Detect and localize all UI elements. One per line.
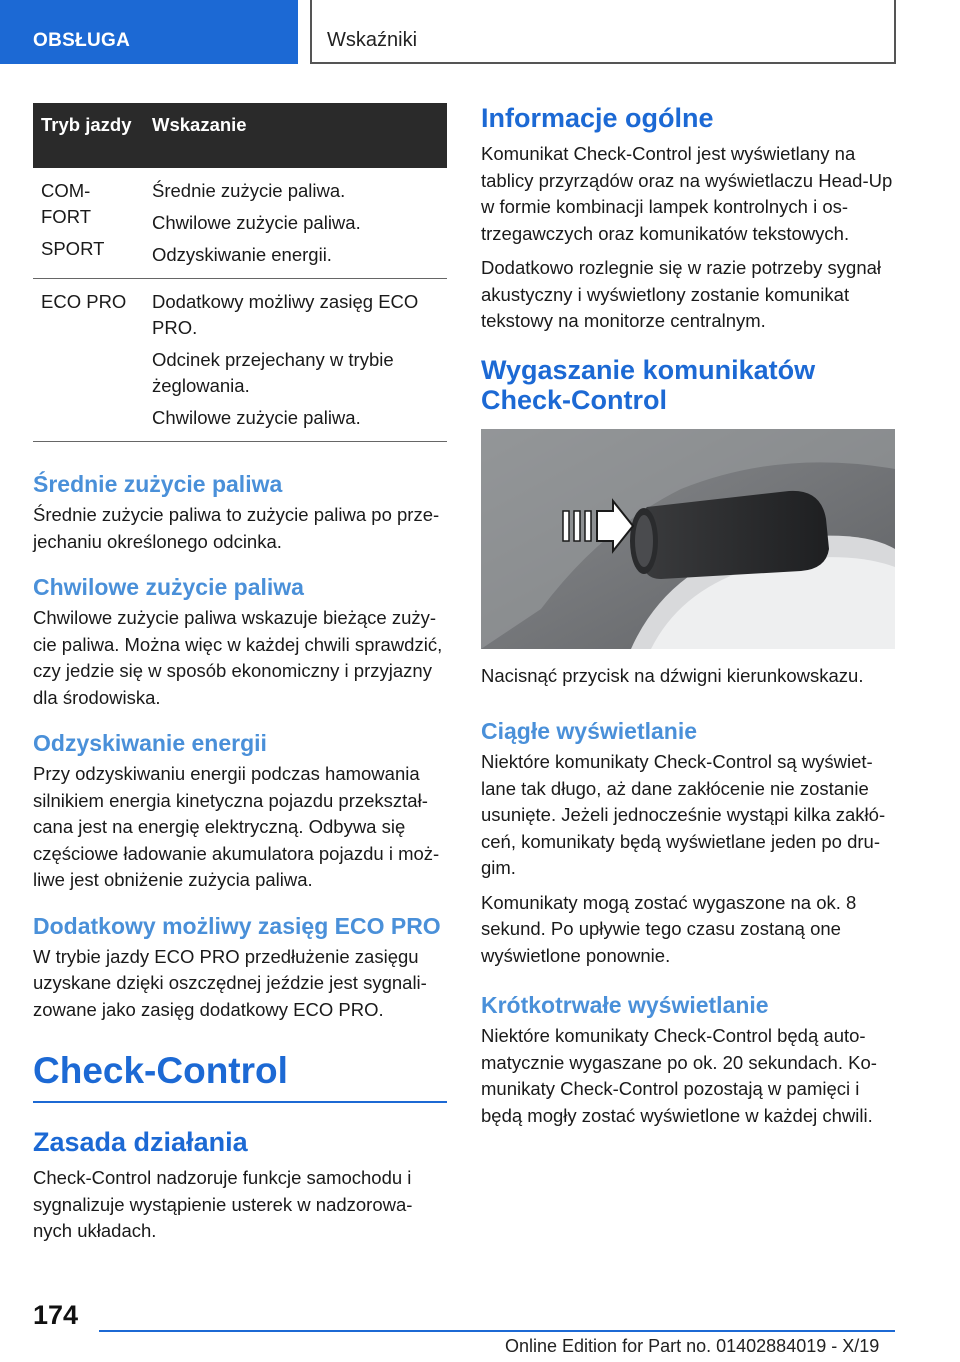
section-heading: Chwilowe zużycie paliwa: [33, 574, 304, 600]
table-header-display: Wskazanie: [144, 103, 447, 168]
section-heading: Średnie zużycie paliwa: [33, 471, 283, 497]
section-text: Dodatkowo rozlegnie się w razie potrzeby sygnał akustyczny i wyświetlony zostanie komunikat tekstowy na monitorze centralnym.: [481, 257, 882, 331]
section-heading: Ciągłe wyświetlanie: [481, 718, 698, 744]
mode-sport: SPORT: [41, 238, 105, 259]
right-column: [481, 103, 895, 1137]
table-header-mode: Tryb jazdy: [33, 103, 144, 168]
section-current-consumption: [33, 573, 447, 711]
section-principle: [33, 1127, 447, 1245]
display-item: Chwilowe zużycie paliwa.: [152, 212, 361, 233]
figure-caption: Nacisnąć przycisk na dźwigni kierunkowskazu.: [481, 664, 864, 686]
section-heading: Dodatkowy możliwy zasięg ECO PRO: [33, 912, 441, 939]
chapter-check-control: [33, 1049, 447, 1103]
section-text: Średnie zużycie paliwa to zużycie paliwa po prze-jechaniu określonego odcinka.: [33, 504, 440, 552]
section-short-display: [481, 991, 895, 1129]
turn-signal-lever-illustration: [481, 429, 895, 649]
display-item: Chwilowe zużycie paliwa.: [152, 407, 361, 428]
section-heading: Informacje ogólne: [481, 103, 714, 133]
table-row: [33, 168, 447, 279]
section-heading: Krótkotrwałe wyświetlanie: [481, 992, 769, 1018]
section-tab[interactable]: OBSŁUGA: [0, 0, 298, 64]
section-heading: Zasada działania: [33, 1127, 248, 1157]
section-text: Komunikaty mogą zostać wygaszone na ok. 8 sekund. Po upływie tego czasu zostaną one wyświetlone ponownie.: [481, 891, 857, 966]
section-energy-recovery: [33, 729, 447, 894]
footer-edition: Online Edition for Part no. 01402884019 - X/19: [505, 1336, 880, 1356]
page-number: 174: [33, 1300, 79, 1330]
driving-mode-table: [33, 103, 447, 442]
mode-eco-pro: ECO PRO: [41, 291, 127, 312]
lever-photo: [481, 429, 895, 649]
page-header-title: Wskaźniki: [310, 0, 896, 64]
chapter-title: Check-Control: [33, 1049, 447, 1103]
display-item: Odzyskiwanie energii.: [152, 244, 332, 265]
section-heading: Odzyskiwanie energii: [33, 730, 267, 756]
section-text: Check-Control nadzoruje funkcje samochodu i sygnalizuje wystąpienie usterek w nadzorowa-nych układach.: [33, 1167, 413, 1241]
section-dismiss-messages: [481, 355, 895, 690]
left-column: [33, 103, 447, 1253]
display-item: Dodatkowy możliwy zasięg ECO PRO.: [152, 291, 419, 338]
mode-comfort: COM-FORT: [41, 180, 92, 227]
section-eco-pro-range: [33, 912, 447, 1024]
section-text: Niektóre komunikaty Check-Control będą auto-matycznie wygaszane po ok. 20 sekundach. Ko-munikaty Check-Control pozostają w pamięci i będą mogły zostać wyświetlone w każdej chwili.: [481, 1025, 877, 1126]
table-row: [33, 279, 447, 442]
section-text: Chwilowe zużycie paliwa wskazuje bieżące zuży-cie paliwa. Można więc w każdej chwili sprawdzić, czy jedzie się w sposób ekonomiczny i przyjazny dla środowiska.: [33, 607, 443, 708]
section-average-consumption: [33, 470, 447, 555]
section-text: W trybie jazdy ECO PRO przedłużenie zasięgu uzyskane dzięki oszczędnej jeździe jest sygnali-zowane jako zasięg dodatkowy ECO PRO.: [33, 945, 427, 1020]
display-item: Średnie zużycie paliwa.: [152, 180, 346, 201]
section-text: Niektóre komunikaty Check-Control są wyświet-lane tak długo, aż dane zakłócenie nie zostanie usunięte. Jeżeli jednocześnie wystąpi kilka zakłó-ceń, komunikaty będą wyświetlane jeden po dru-gim.: [481, 751, 886, 878]
section-general-info: [481, 103, 895, 335]
section-heading: Wygaszanie komunikatów Check-Control: [481, 354, 816, 415]
footer-divider: [99, 1330, 895, 1332]
section-text: Przy odzyskiwaniu energii podczas hamowania silnikiem energia kinetyczna pojazdu przekształ-cana jest na energię elektryczną. Odbywa się częściowe ładowanie akumulatora pojazdu i moż-liwe jest obniżenie zużycia paliwa.: [33, 763, 440, 890]
display-item: Odcinek przejechany w trybie żeglowania.: [152, 349, 394, 396]
section-continuous-display: [481, 717, 895, 969]
section-text: Komunikat Check-Control jest wyświetlany na tablicy przyrządów oraz na wyświetlaczu Head-Up w formie kombinacji lampek kontrolnych i os-trzegawczych oraz komunikatów tekstowych.: [481, 143, 893, 244]
